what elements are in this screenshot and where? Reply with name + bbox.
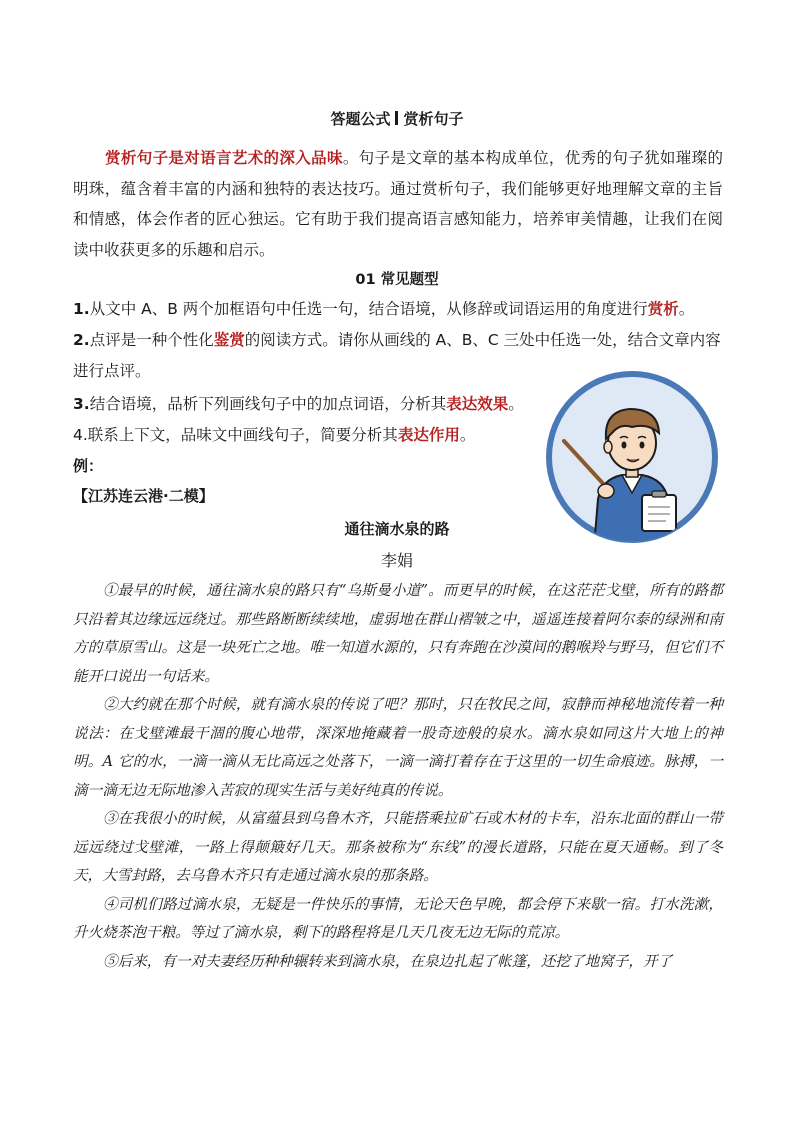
- article-paragraph: ②大约就在那个时候，就有滴水泉的传说了吧？那时，只在牧民之间，寂静而神秘地流传着一种说法：在戈壁滩最干涸的腹心地带，深深地掩藏着一股奇迹般的泉水。滴水泉如同这片大地上的神明。A 它的水，一滴一滴从无比高远之处落下，一滴一滴打着存在于这里的一切生命痕迹。脉搏，一滴一滴无边无际地渗入苦寂的现实生活与美好纯真的传说。: [73, 696, 723, 799]
- section-heading: 01 常见题型: [355, 272, 439, 288]
- question-item: 2.点评是一种个性化鉴赏的阅读方式。请你从画线的 A、B、C 三处中任选一处，结合文章内容进行点评。: [73, 331, 721, 380]
- article-paragraph: ④司机们路过滴水泉，无疑是一件快乐的事情，无论天色早晚，都会停下来歇一宿。打水洗漱，升火烧茶泡干粮。等过了滴水泉，剩下的路程将是几天几夜无边无际的荒凉。: [73, 895, 723, 941]
- intro-lead: 赏析句子是对语言艺术的深入品味: [105, 149, 343, 167]
- article-paragraph: ③在我很小的时候，从富蕴县到乌鲁木齐，只能搭乘拉矿石或木材的卡车，沿东北面的群山一带远远绕过戈壁滩，一路上得颠簸好几天。那条被称为“东线”的漫长道路，只能在夏天通畅。到了冬天，大雪封路，去乌鲁木齐只有走通过滴水泉的那条路。: [73, 810, 723, 884]
- article-paragraph: ⑤后来，有一对夫妻经历种种辗转来到滴水泉，在泉边扎起了帐篷，还挖了地窝子，开了: [103, 952, 673, 970]
- question-item: 1.从文中 A、B 两个加框语句中任选一句，结合语境，从修辞或词语运用的角度进行赏析。: [73, 300, 695, 318]
- teacher-with-pointer-icon: [542, 367, 722, 547]
- title-main: 答题公式: [330, 110, 391, 128]
- title-divider: [395, 111, 398, 125]
- example-source: 【江苏连云港·二模】: [73, 487, 214, 505]
- intro-text: 。句子是文章的基本构成单位，优秀的句子犹如璀璨的明珠，蕴含着丰富的内涵和独特的表达技巧。通过赏析句子，我们能够更好地理解文章的主旨和情感，体会作者的匠心独运。它有助于我们提高语言感知能力，培养审美情趣，让我们在阅读中收获更多的乐趣和启示。: [73, 149, 723, 259]
- page-title: [0, 108, 794, 129]
- title-sub: 赏析句子: [403, 110, 464, 128]
- question-item: 3.结合语境，品析下列画线句子中的加点词语，分析其表达效果。: [73, 395, 524, 413]
- article-body: [73, 577, 723, 976]
- article-paragraph: ①最早的时候，通往滴水泉的路只有“乌斯曼小道”。而更早的时候，在这茫茫戈壁，所有的路都只沿着其边缘远远绕过。那些路断断续续地，虚弱地在群山褶皱之中，遥遥连接着阿尔泰的绿洲和南方的草原雪山。这是一块死亡之地。唯一知道水源的，只有奔跑在沙漠间的鹅喉羚与野马，但它们不能开口说出一句话来。: [73, 582, 723, 685]
- question-item: 4.联系上下文，品味文中画线句子，简要分析其表达作用。: [73, 426, 476, 444]
- article-author: 李娟: [380, 551, 413, 570]
- article-title: 通往滴水泉的路: [344, 520, 450, 538]
- example-label: 例：: [73, 457, 104, 475]
- intro-paragraph: [73, 143, 723, 265]
